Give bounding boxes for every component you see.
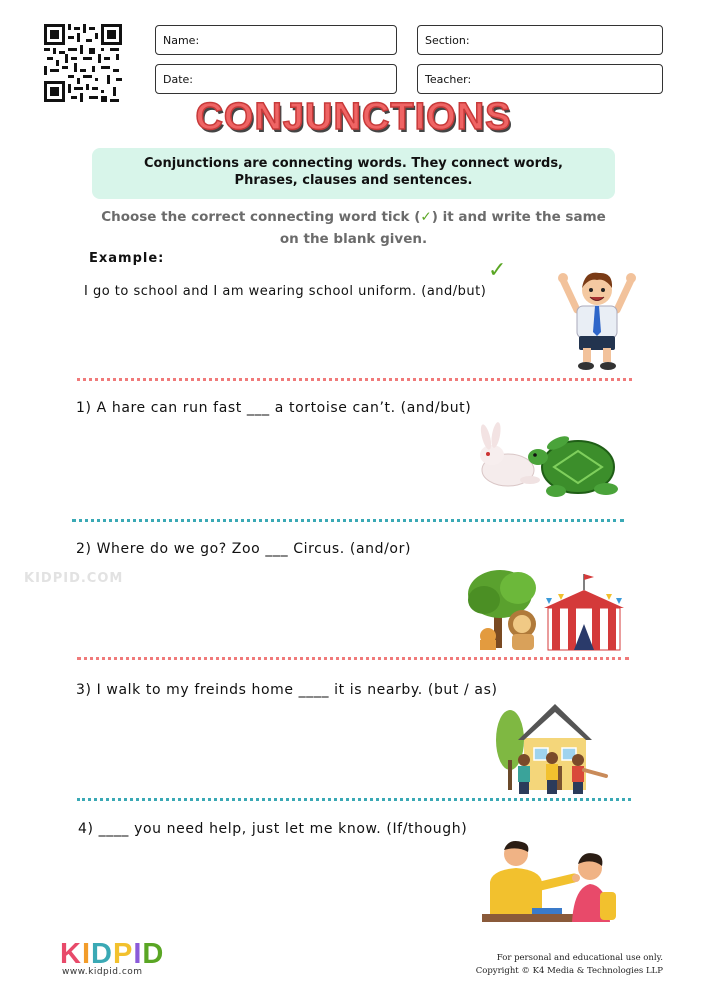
- dotted-divider: [77, 378, 632, 381]
- logo-letter: I: [133, 938, 143, 970]
- question-2: 2) Where do we go? Zoo ___ Circus. (and/or): [76, 541, 412, 557]
- definition-line-2: Phrases, clauses and sentences.: [234, 173, 473, 188]
- friends-house-illustration: [494, 700, 614, 796]
- logo-letter: K: [60, 938, 82, 970]
- teacher-label: Teacher:: [425, 72, 472, 86]
- check-icon: ✓: [420, 209, 432, 225]
- dotted-divider: [72, 519, 624, 522]
- question-3: 3) I walk to my freinds home ____ it is nearby. (but / as): [76, 682, 498, 698]
- footer-copyright: Copyright © K4 Media & Technologies LLP: [475, 966, 663, 976]
- instruction-text-b: ) it and write the same: [431, 209, 606, 225]
- name-label: Name:: [163, 33, 200, 47]
- teacher-field[interactable]: [417, 64, 663, 94]
- definition-box: [92, 148, 615, 199]
- qr-code: [44, 24, 122, 102]
- instruction: [80, 206, 627, 250]
- name-field[interactable]: [155, 25, 397, 55]
- question-4: 4) ____ you need help, just let me know. (If/though): [78, 821, 468, 837]
- date-label: Date:: [163, 72, 193, 86]
- helping-illustration: [482, 838, 622, 924]
- example-sentence: I go to school and I am wearing school uniform. (and/but): [84, 284, 487, 299]
- logo-letter: D: [91, 938, 113, 970]
- example-label: Example:: [89, 251, 165, 266]
- section-field[interactable]: [417, 25, 663, 55]
- logo-letter: P: [112, 938, 134, 970]
- boy-illustration: [555, 266, 639, 372]
- zoo-circus-illustration: [466, 568, 626, 654]
- instruction-text-a: Choose the correct connecting word tick (: [101, 209, 421, 225]
- logo-url: www.kidpid.com: [62, 967, 143, 977]
- footer-usage: For personal and educational use only.: [496, 953, 663, 963]
- hare-tortoise-illustration: [478, 425, 628, 505]
- dotted-divider: [77, 657, 629, 660]
- logo-letter: D: [142, 938, 165, 970]
- definition-line-1: Conjunctions are connecting words. They connect words,: [143, 156, 563, 171]
- dotted-divider: [77, 798, 631, 801]
- instruction-line-2: on the blank given.: [279, 231, 428, 247]
- example-check-icon: ✓: [488, 258, 507, 283]
- question-1: 1) A hare can run fast ___ a tortoise can’t. (and/but): [76, 400, 472, 416]
- watermark: KIDPID.COM: [24, 571, 124, 586]
- page-title: CONJUNCTIONS: [195, 96, 512, 138]
- section-label: Section:: [425, 33, 470, 47]
- logo-letter: I: [81, 938, 92, 970]
- date-field[interactable]: [155, 64, 397, 94]
